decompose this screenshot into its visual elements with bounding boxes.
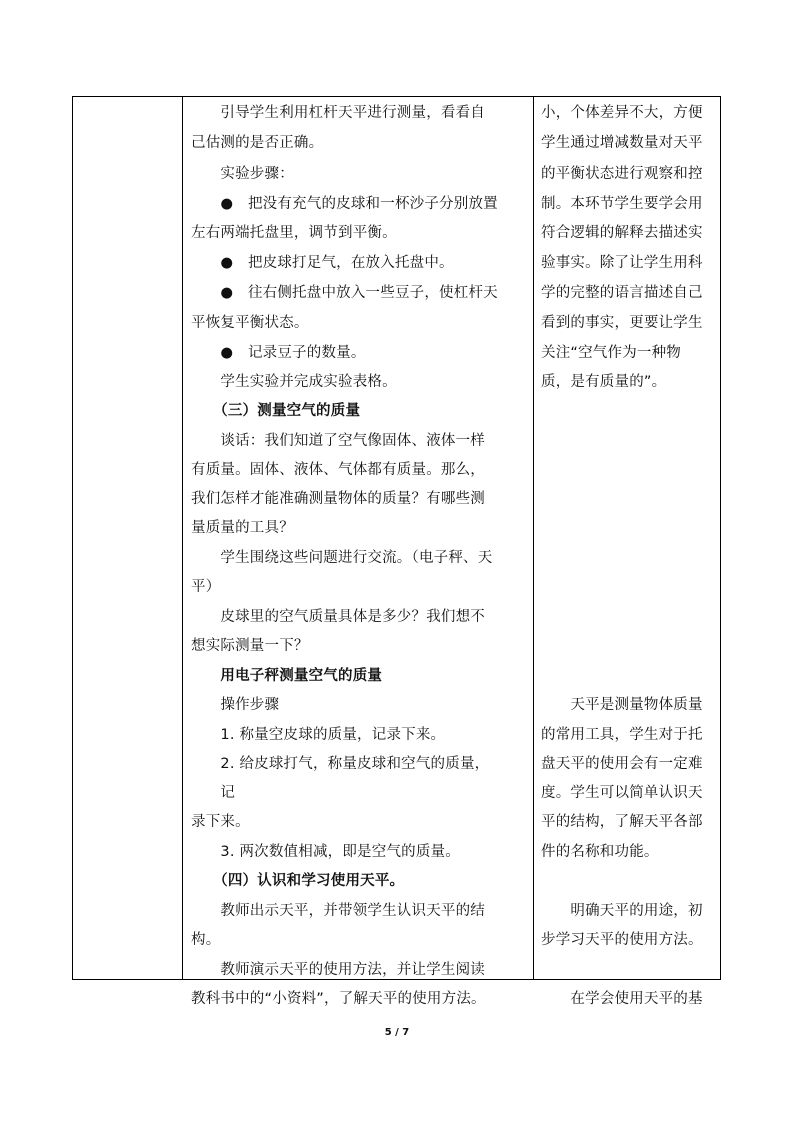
text-line: 实验步骤：: [191, 166, 294, 182]
text-line: 想实际测量一下？: [191, 638, 309, 654]
text-line: 有质量。固体、液体、气体都有质量。那么，: [191, 462, 485, 478]
lesson-table: [72, 96, 721, 1007]
text-line: 的常用工具，学生对于托: [541, 727, 703, 743]
text-line: 天平是测量物体质量: [541, 697, 703, 713]
text-line: 小，个体差异不大，方便: [541, 105, 703, 121]
text-line: 量质量的工具？: [191, 520, 294, 536]
text-line: 平恢复平衡状态。: [191, 315, 309, 331]
text-line: 己估测的是否正确。: [191, 135, 324, 151]
text-line: 平）: [191, 579, 221, 595]
text-line: 左右两端托盘里，调节到平衡。: [191, 225, 397, 241]
text-line: 平的结构，了解天平各部: [541, 814, 703, 830]
text-line: 1. 称量空皮球的质量，记录下来。: [191, 727, 446, 743]
text-line: ● 往右侧托盘中放入一些豆子，使杠杆天: [191, 285, 498, 301]
text-line: 谈话：我们知道了空气像固体、液体一样: [191, 433, 485, 449]
text-line: 学生实验并完成实验表格。: [191, 374, 397, 390]
text-line: 学生通过增减数量对天平: [541, 135, 703, 151]
text-line: 盘天平的使用会有一定难: [541, 756, 703, 772]
text-line: ● 把皮球打足气，在放入托盘中。: [191, 255, 454, 271]
section-heading: （三）测量空气的质量: [191, 403, 361, 419]
text-line: ● 记录豆子的数量。: [191, 345, 366, 361]
text-line: 质，是有质量的”。: [541, 374, 667, 390]
text-line: 看到的事实，更要让学生: [541, 315, 703, 331]
text-line: 关注“空气作为一种物: [541, 345, 682, 361]
text-line: 在学会使用天平的基: [541, 991, 703, 1007]
text-line: 操作步骤: [191, 697, 280, 713]
text-line: 符合逻辑的解释去描述实: [541, 225, 703, 241]
text-line: 我们怎样才能准确测量物体的质量？有哪些测: [191, 491, 485, 507]
text-line: 教师演示天平的使用方法，并让学生阅读: [191, 962, 485, 978]
page-number: 5 / 7: [384, 1027, 410, 1038]
text-line: 制。本环节学生要学会用: [541, 196, 703, 212]
text-line: 记: [191, 785, 236, 801]
text-line: 录下来。: [191, 814, 250, 830]
column-divider-right: [533, 97, 534, 979]
column-divider-left: [182, 97, 183, 979]
text-line: 构。: [191, 932, 221, 948]
text-line: 步学习天平的使用方法。: [541, 932, 703, 948]
text-line: 教师出示天平，并带领学生认识天平的结: [191, 903, 485, 919]
text-line: 2. 给皮球打气，称量皮球和空气的质量，: [191, 756, 490, 772]
text-line: 验事实。除了让学生用科: [541, 255, 703, 271]
text-line: 度。学生可以简单认识天: [541, 785, 703, 801]
text-line: 学生围绕这些问题进行交流。（电子秤、天: [191, 550, 493, 566]
text-line: 学的完整的语言描述自己: [541, 285, 703, 301]
text-line: 明确天平的用途，初: [541, 903, 703, 919]
text-line: 教科书中的“小资料”，了解天平的使用方法。: [191, 991, 486, 1007]
text-line: 3. 两次数值相减，即是空气的质量。: [191, 844, 460, 860]
text-line: 的平衡状态进行观察和控: [541, 166, 703, 182]
text-line: ● 把没有充气的皮球和一杯沙子分别放置: [191, 196, 498, 212]
text-line: 件的名称和功能。: [541, 844, 659, 860]
text-line: 皮球里的空气质量具体是多少？我们想不: [191, 609, 485, 625]
section-heading: （四）认识和学习使用天平。: [191, 873, 405, 889]
sub-heading: 用电子秤测量空气的质量: [191, 668, 383, 684]
text-line: 引导学生利用杠杆天平进行测量，看看自: [191, 105, 485, 121]
